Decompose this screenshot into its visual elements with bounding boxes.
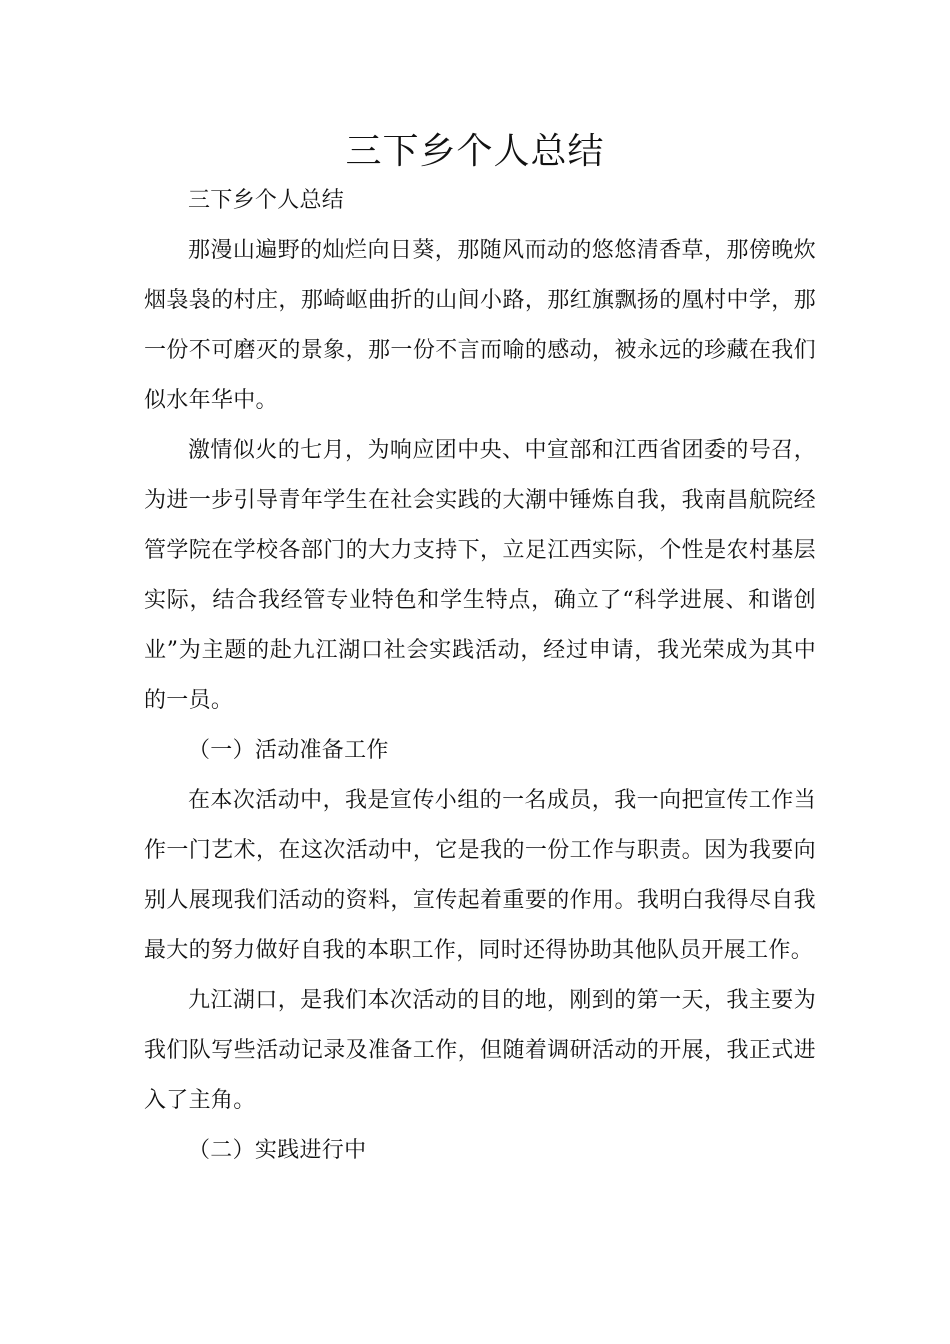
document-body xyxy=(144,176,816,1176)
document-title: 三下乡个人总结 xyxy=(345,131,605,172)
body-paragraph: 那漫山遍野的灿烂向日葵，那随风而动的悠悠清香草，那傍晚炊烟袅袅的村庄，那崎岖曲折的山间小路，那红旗飘扬的凰村中学，那一份不可磨灭的景象，那一份不言而喻的感动，被永远的珍藏在我们似水年华中。 xyxy=(144,238,816,413)
body-paragraph: 九江湖口，是我们本次活动的目的地，刚到的第一天，我主要为我们队写些活动记录及准备工作，但随着调研活动的开展，我正式进入了主角。 xyxy=(144,988,816,1113)
section-heading: （一）活动准备工作 xyxy=(188,738,389,763)
subtitle-paragraph: 三下乡个人总结 xyxy=(188,188,345,213)
body-paragraph: 激情似火的七月，为响应团中央、中宣部和江西省团委的号召，为进一步引导青年学生在社会实践的大潮中锤炼自我，我南昌航院经管学院在学校各部门的大力支持下，立足江西实际，个性是农村基层实际，结合我经管专业特色和学生特点，确立了“科学进展、和谐创业”为主题的赴九江湖口社会实践活动，经过申请，我光荣成为其中的一员。 xyxy=(144,438,816,713)
section-heading: （二）实践进行中 xyxy=(188,1138,367,1163)
body-paragraph: 在本次活动中，我是宣传小组的一名成员，我一向把宣传工作当作一门艺术，在这次活动中，它是我的一份工作与职责。因为我要向别人展现我们活动的资料，宣传起着重要的作用。我明白我得尽自我最大的努力做好自我的本职工作，同时还得协助其他队员开展工作。 xyxy=(144,788,816,963)
